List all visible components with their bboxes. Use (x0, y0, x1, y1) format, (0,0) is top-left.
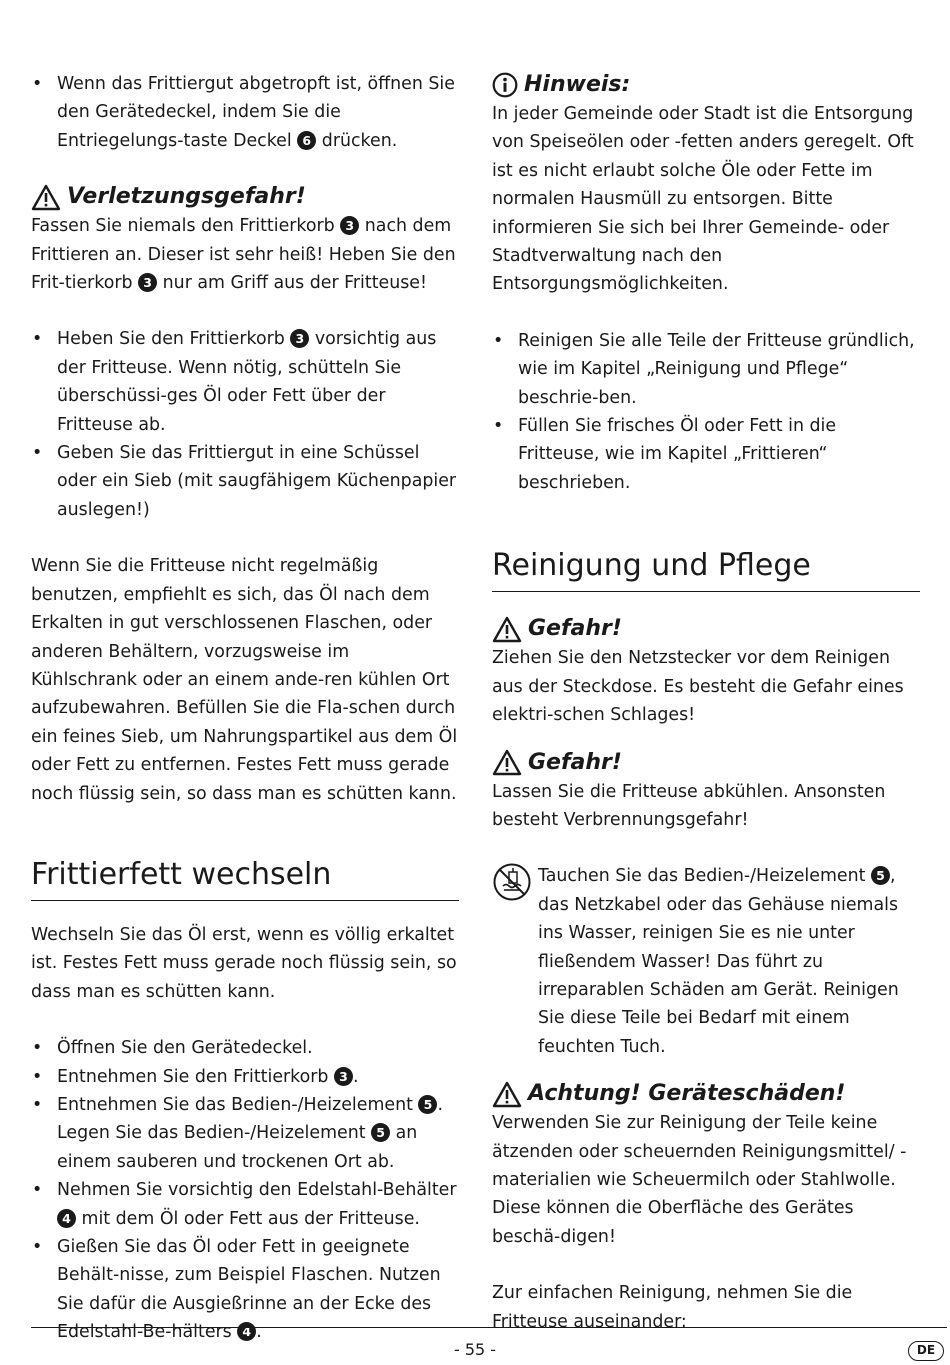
caution-heading: Achtung! Geräteschäden! (492, 1079, 920, 1109)
caution-text: Verwenden Sie zur Reinigung der Teile keine ätzenden oder scheuernden Reinigungsmittel/ -materialien wie Scheuermilch oder Stahlwolle. Diese können die Oberfläche des Gerätes beschä-digen! (492, 1113, 907, 1247)
page-number: - 55 - (453, 1340, 497, 1359)
part-number-badge: 6 (297, 131, 316, 150)
bullet-list-a (31, 325, 459, 524)
note-heading: Hinweis: (492, 70, 920, 100)
warning-triangle-icon (492, 616, 522, 643)
list-item: • Nehmen Sie vorsichtig den Edelstahl-Behälter 4 mit dem Öl oder Fett aus der Fritteuse. (31, 1176, 459, 1233)
list-item: • Öffnen Sie den Gerätedeckel. (31, 1034, 459, 1062)
list-item: • Wenn das Frittiergut abgetropft ist, öffnen Sie den Gerätedeckel, indem Sie die Entriegelungs-taste Deckel 6 drücken. (31, 70, 459, 155)
part-number-badge: 5 (371, 1123, 390, 1142)
part-number-badge: 5 (418, 1095, 437, 1114)
left-column (31, 70, 459, 1347)
closing-paragraph: Zur einfachen Reinigung, nehmen Sie die Fritteuse auseinander: (492, 1283, 853, 1332)
bullet-list-c (492, 327, 920, 497)
part-number-badge: 3 (334, 1067, 353, 1086)
danger-text-1: Ziehen Sie den Netzstecker vor dem Reinigen aus der Steckdose. Es besteht die Gefahr eines elektri-schen Schlages! (492, 648, 904, 726)
danger-heading-2: Gefahr! (492, 748, 920, 778)
bullet-list-b (31, 1034, 459, 1346)
injury-warning-text: Fassen Sie niemals den Frittierkorb 3 nach dem Frittieren an. Dieser ist sehr heiß! Heben Sie den Frit-tierkorb 3 nur am Griff aus der Fritteuse! (31, 216, 456, 294)
warning-triangle-icon (492, 1081, 522, 1108)
part-number-badge: 3 (290, 329, 309, 348)
footer-divider (31, 1327, 947, 1328)
part-number-badge: 3 (138, 273, 157, 292)
no-water-text: Tauchen Sie das Bedien-/Heizelement 5 , das Netzkabel oder das Gehäuse niemals ins Wasser, reinigen Sie es nie unter fließendem Wasser! Das führt zu irreparablen Schäden am Gerät. Reinigen Sie diese Teile bei Bedarf mit einem feuchten Tuch. (538, 866, 899, 1057)
danger-heading-1: Gefahr! (492, 614, 920, 644)
no-water-notice (492, 862, 920, 1061)
part-number-badge: 4 (237, 1322, 256, 1341)
list-item: • Entnehmen Sie den Frittierkorb 3 . (31, 1063, 459, 1091)
list-item: • Füllen Sie frisches Öl oder Fett in die Fritteuse, wie im Kapitel „Frittieren“ beschrieben. (492, 412, 920, 497)
injury-warning-heading: Verletzungsgefahr! (31, 182, 459, 212)
list-item: • Gießen Sie das Öl oder Fett in geeignete Behält-nisse, zum Beispiel Flaschen. Nutzen Sie dafür die Ausgießrinne an der Ecke des Edelstahl-Be-hälters 4 . (31, 1233, 459, 1347)
list-item: • Geben Sie das Frittiergut in eine Schüssel oder ein Sieb (mit saugfähigem Küchenpapier auslegen!) (31, 439, 459, 524)
note-text: In jeder Gemeinde oder Stadt ist die Entsorgung von Speiseölen oder -fetten anders geregelt. Oft ist es nicht erlaubt solche Öle oder Fette im normalen Hausmüll zu entsorgen. Bitte informieren Sie sich bei Ihrer Gemeinde- oder Stadtverwaltung nach den Entsorgungsmöglichkeiten. (492, 104, 914, 295)
no-water-immersion-icon (492, 862, 532, 902)
part-number-badge: 5 (871, 866, 890, 885)
warning-triangle-icon (31, 184, 61, 211)
part-number-badge: 3 (340, 216, 359, 235)
danger-text-2: Lassen Sie die Fritteuse abkühlen. Ansonsten besteht Verbrennungsgefahr! (492, 781, 886, 830)
list-item: • Reinigen Sie alle Teile der Fritteuse gründlich, wie im Kapitel „Reinigung und Pflege“ beschrie-ben. (492, 327, 920, 412)
list-item: • Entnehmen Sie das Bedien-/Heizelement 5 . Legen Sie das Bedien-/Heizelement 5 an einem sauberen und trockenen Ort ab. (31, 1091, 459, 1176)
warning-triangle-icon (492, 749, 522, 776)
info-circle-icon (492, 72, 518, 98)
section-paragraph: Wechseln Sie das Öl erst, wenn es völlig erkaltet ist. Festes Fett muss gerade noch flüssig sein, so dass man es schütten kann. (31, 924, 457, 1002)
right-column (492, 70, 920, 1336)
language-badge: DE (908, 1341, 944, 1361)
list-item: • Heben Sie den Frittierkorb 3 vorsichtig aus der Fritteuse. Wenn nötig, schütteln Sie überschüssi-ges Öl oder Fett über der Fritteuse ab. (31, 325, 459, 439)
intro-bullet-list (31, 70, 459, 155)
section-title-frittierfett: Frittierfett wechseln (31, 856, 459, 901)
section-title-reinigung: Reinigung und Pflege (492, 547, 920, 592)
storage-paragraph: Wenn Sie die Fritteuse nicht regelmäßig benutzen, empfiehlt es sich, das Öl nach dem Erkalten in gut verschlossenen Flaschen, oder anderen Behältern, vorzugsweise im Kühlschrank oder an einem ande-ren kühlen Ort aufzubewahren. Befüllen Sie die Fla-schen durch ein feines Sieb, um Nahrungspartikel aus dem Öl oder Fett zu entfernen. Festes Fett muss gerade noch flüssig sein, so dass man es schütten kann. (31, 556, 458, 804)
part-number-badge: 4 (57, 1209, 76, 1228)
